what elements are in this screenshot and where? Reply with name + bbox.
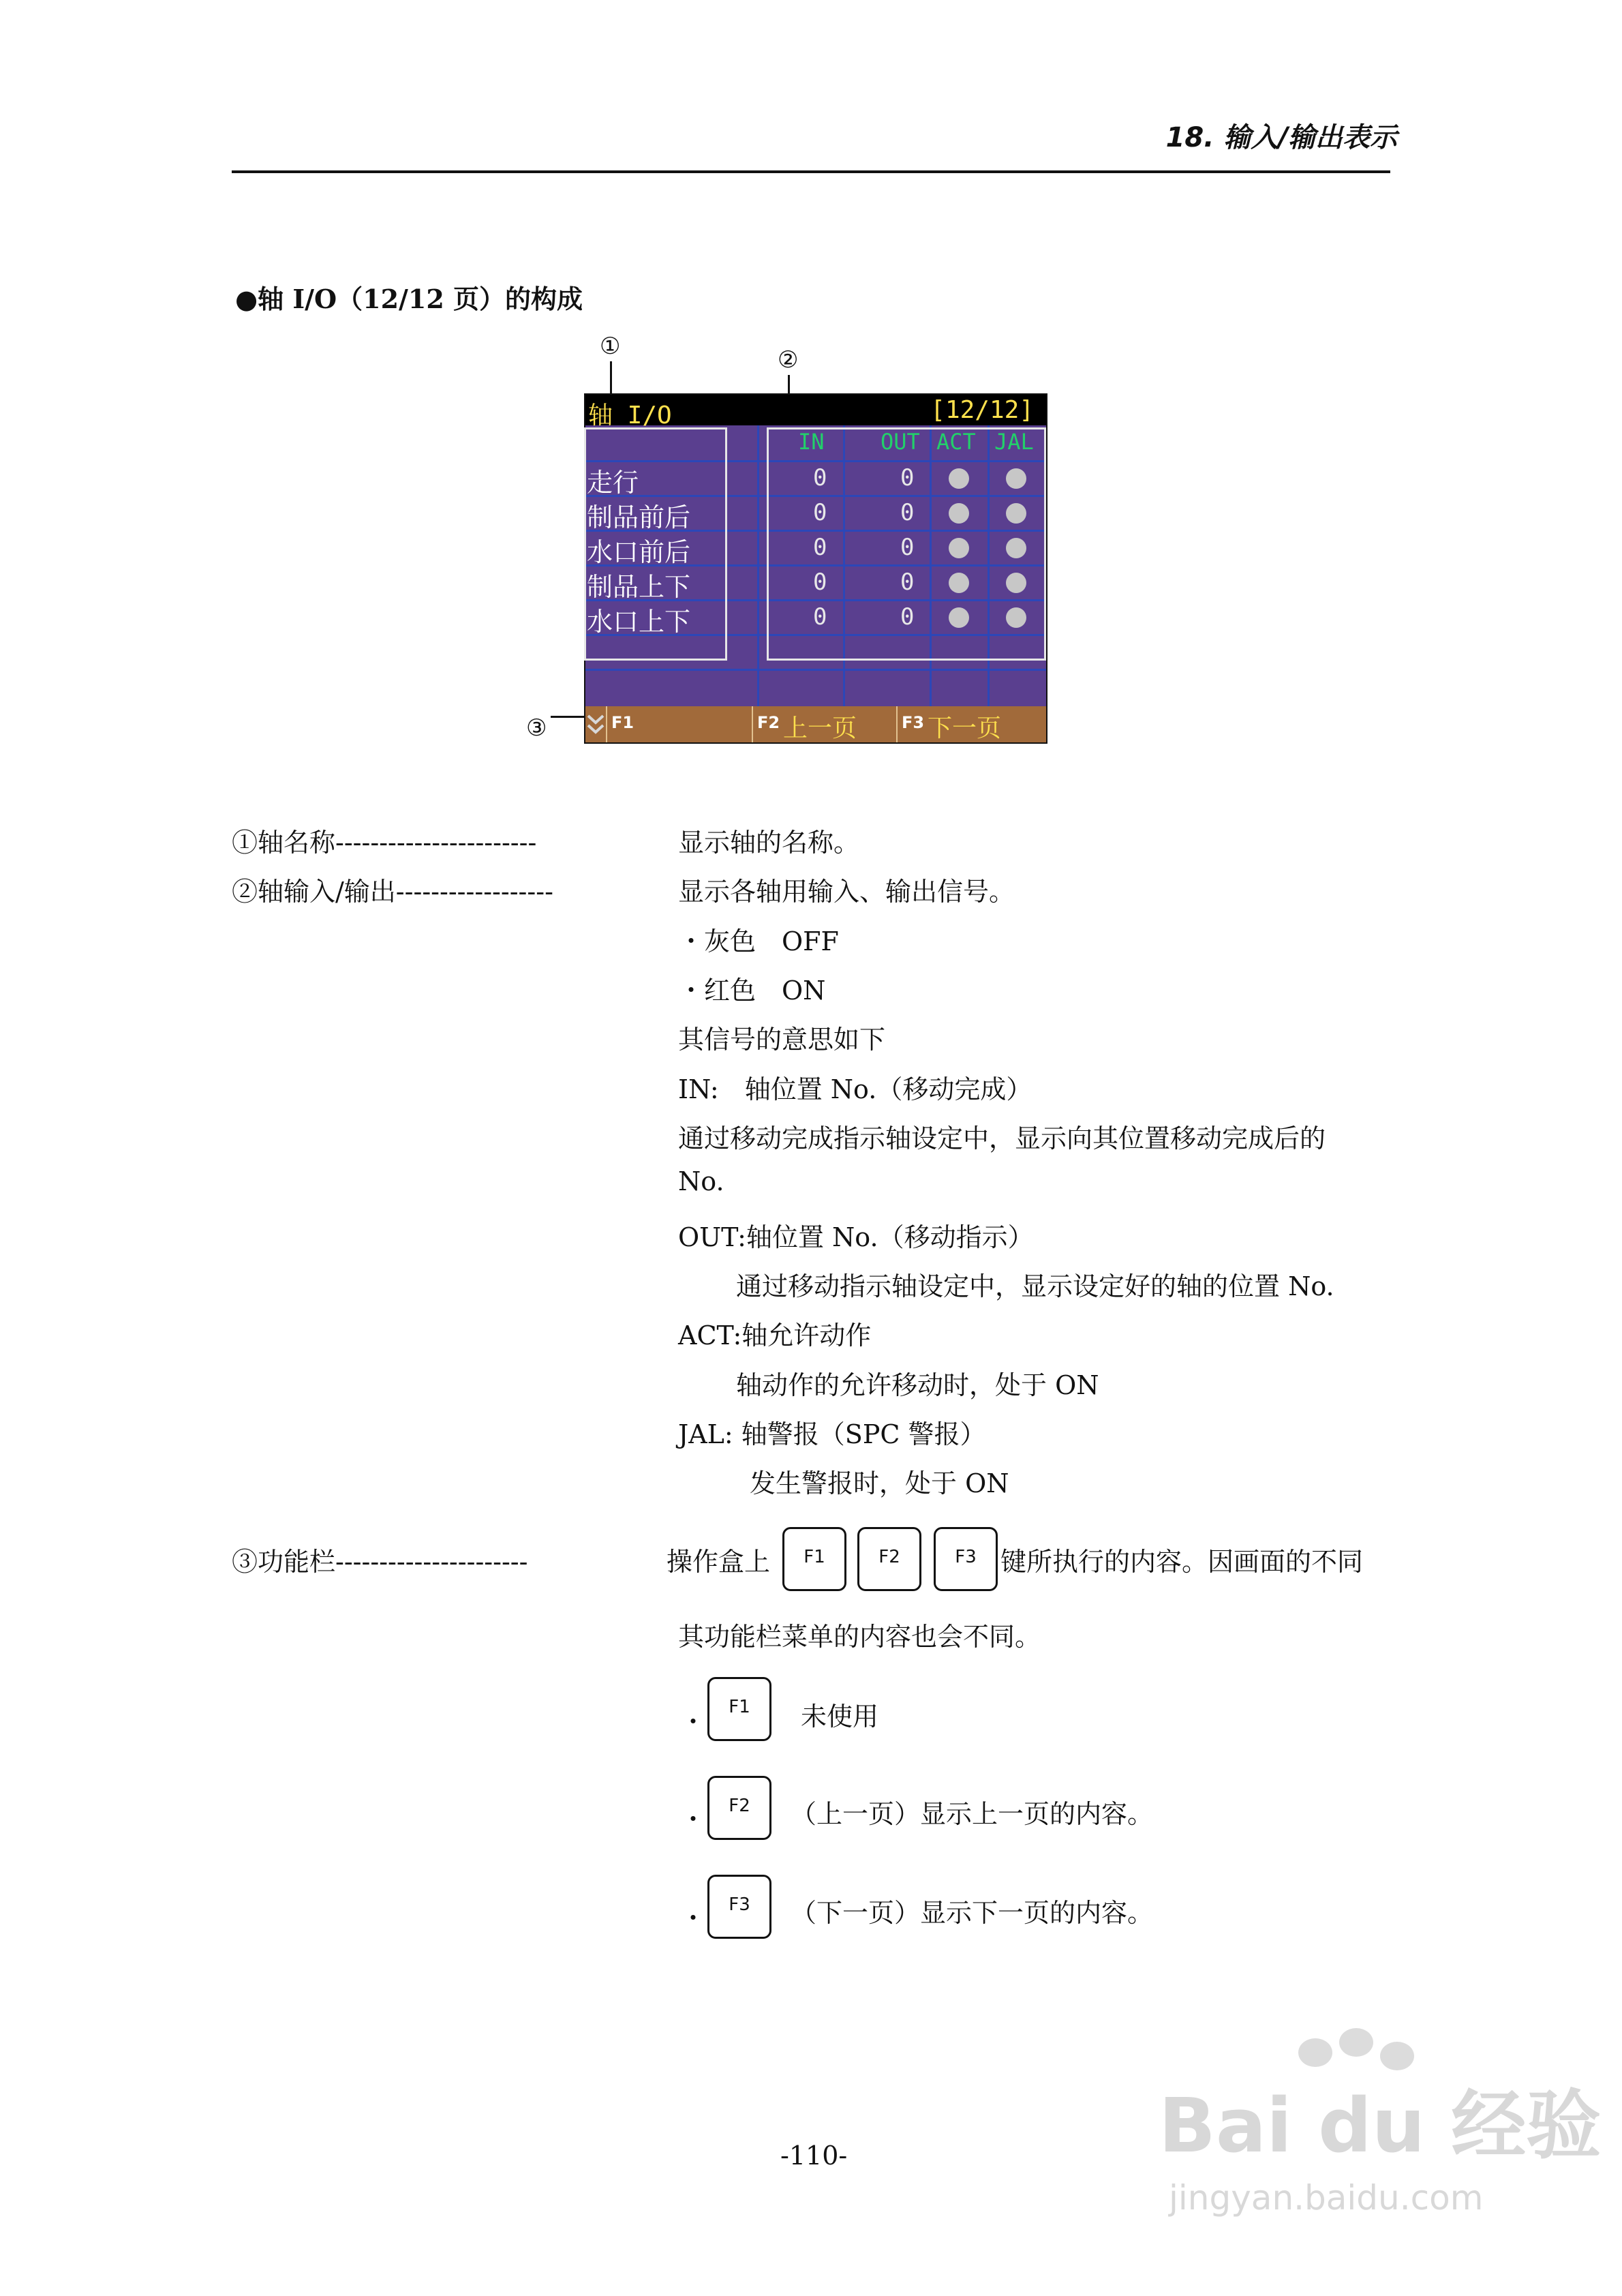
item3-label: ③功能栏---------------------- xyxy=(232,1547,528,1577)
screen-title-bar xyxy=(585,395,1046,429)
f3-key-icon: F3 xyxy=(934,1527,998,1591)
in-description-cont: No. xyxy=(678,1166,724,1196)
callout-2: ② xyxy=(778,346,799,374)
meaning-text: 其信号的意思如下 xyxy=(678,1025,886,1055)
in-value: 0 xyxy=(813,603,827,631)
watermark-brand: Bai du 经验 xyxy=(1159,2082,1602,2169)
in-description: 通过移动完成指示轴设定中，显示向其位置移动完成后的 xyxy=(678,1123,1326,1153)
act-status-icon xyxy=(949,468,969,489)
f3-function-key[interactable] xyxy=(896,706,1047,742)
axis-name-row: 制品前后 xyxy=(587,502,691,532)
f3-function-label: 下一页 xyxy=(928,714,1002,742)
chevron-down-icon xyxy=(584,709,607,740)
item2-text: 显示各轴用输入、输出信号。 xyxy=(678,877,1015,907)
f2-key-icon: F2 xyxy=(857,1527,921,1591)
f2-function-label: 上一页 xyxy=(783,714,857,742)
grid-line xyxy=(757,425,759,706)
callout-1: ① xyxy=(600,333,621,360)
jal-status-icon xyxy=(1006,503,1026,524)
red-on-text: ・红色 ON xyxy=(678,976,826,1006)
out-value: 0 xyxy=(900,499,915,526)
col-header-in: IN xyxy=(798,429,825,455)
item1-text: 显示轴的名称。 xyxy=(678,828,860,858)
screen-title: 轴 I/O xyxy=(588,402,672,429)
section-title: ●轴 I/O（12/12 页）的构成 xyxy=(235,284,583,314)
watermark-paw-icon xyxy=(1298,2038,1332,2067)
act-description: 轴动作的允许移动时，处于 ON xyxy=(736,1370,1099,1400)
col-header-jal: JAL xyxy=(994,429,1034,455)
f1-function-key[interactable] xyxy=(606,706,753,742)
jal-title: JAL: 轴警报（SPC 警报） xyxy=(678,1419,986,1449)
out-description: 通过移动指示轴设定中，显示设定好的轴的位置 No. xyxy=(736,1271,1334,1301)
out-value: 0 xyxy=(900,569,915,596)
item3-text-line2: 其功能栏菜单的内容也会不同。 xyxy=(678,1622,1041,1652)
watermark-url: jingyan.baidu.com xyxy=(1169,2178,1484,2218)
jal-status-icon xyxy=(1006,538,1026,558)
axis-name-row: 水口前后 xyxy=(587,537,691,567)
act-status-icon xyxy=(949,503,969,524)
item1-label: ①轴名称----------------------- xyxy=(232,828,537,858)
f2-function-key[interactable] xyxy=(752,706,898,742)
axis-name-row: 走行 xyxy=(587,468,639,498)
in-value: 0 xyxy=(813,499,827,526)
jal-status-icon xyxy=(1006,573,1026,593)
header-title: 18. 输入/输出表示 xyxy=(1165,122,1397,153)
out-title: OUT:轴位置 No.（移动指示） xyxy=(678,1222,1034,1252)
gray-off-text: ・灰色 OFF xyxy=(678,926,839,956)
f1-key-label: F1 xyxy=(611,713,634,732)
callout-3: ③ xyxy=(526,714,547,742)
in-title: IN: 轴位置 No.（移动完成） xyxy=(678,1074,1032,1104)
header-divider xyxy=(232,170,1390,173)
act-title: ACT:轴允许动作 xyxy=(678,1320,872,1350)
jal-status-icon xyxy=(1006,607,1026,628)
watermark-paw-icon xyxy=(1339,2028,1373,2057)
f2-key-label: F2 xyxy=(757,713,780,732)
col-header-out: OUT xyxy=(881,429,920,455)
f3-key-icon: F3 xyxy=(707,1875,771,1939)
bullet: ・ xyxy=(680,1707,707,1737)
page-number: -110- xyxy=(780,2141,848,2171)
in-value: 0 xyxy=(813,464,827,492)
axis-name-row: 制品上下 xyxy=(587,572,691,602)
act-status-icon xyxy=(949,607,969,628)
in-value: 0 xyxy=(813,534,827,561)
f2-description: （上一页）显示上一页的内容。 xyxy=(791,1799,1154,1829)
jal-status-icon xyxy=(1006,468,1026,489)
out-value: 0 xyxy=(900,603,915,631)
item2-label: ②轴输入/输出------------------ xyxy=(232,877,553,907)
grid-line xyxy=(585,669,1046,671)
bullet: ・ xyxy=(680,1804,707,1834)
f1-description: 未使用 xyxy=(801,1702,879,1732)
axis-name-row: 水口上下 xyxy=(587,607,691,637)
item3-text: 操作盒上 xyxy=(667,1547,771,1577)
col-header-act: ACT xyxy=(936,429,976,455)
in-value: 0 xyxy=(813,569,827,596)
f3-key-label: F3 xyxy=(902,713,925,732)
axis-io-screen xyxy=(584,393,1047,744)
page-indicator: [12/12] xyxy=(930,396,1034,424)
out-value: 0 xyxy=(900,464,915,492)
item3-text-cont: 键所执行的内容。因画面的不同 xyxy=(1000,1547,1364,1577)
f1-key-icon: F1 xyxy=(782,1527,846,1591)
act-status-icon xyxy=(949,573,969,593)
bullet: ・ xyxy=(680,1903,707,1933)
jal-description: 发生警报时，处于 ON xyxy=(750,1468,1009,1498)
f2-key-icon: F2 xyxy=(707,1776,771,1840)
out-value: 0 xyxy=(900,534,915,561)
f3-description: （下一页）显示下一页的内容。 xyxy=(791,1898,1154,1928)
f1-key-icon: F1 xyxy=(707,1677,771,1741)
act-status-icon xyxy=(949,538,969,558)
function-bar xyxy=(585,706,1046,742)
